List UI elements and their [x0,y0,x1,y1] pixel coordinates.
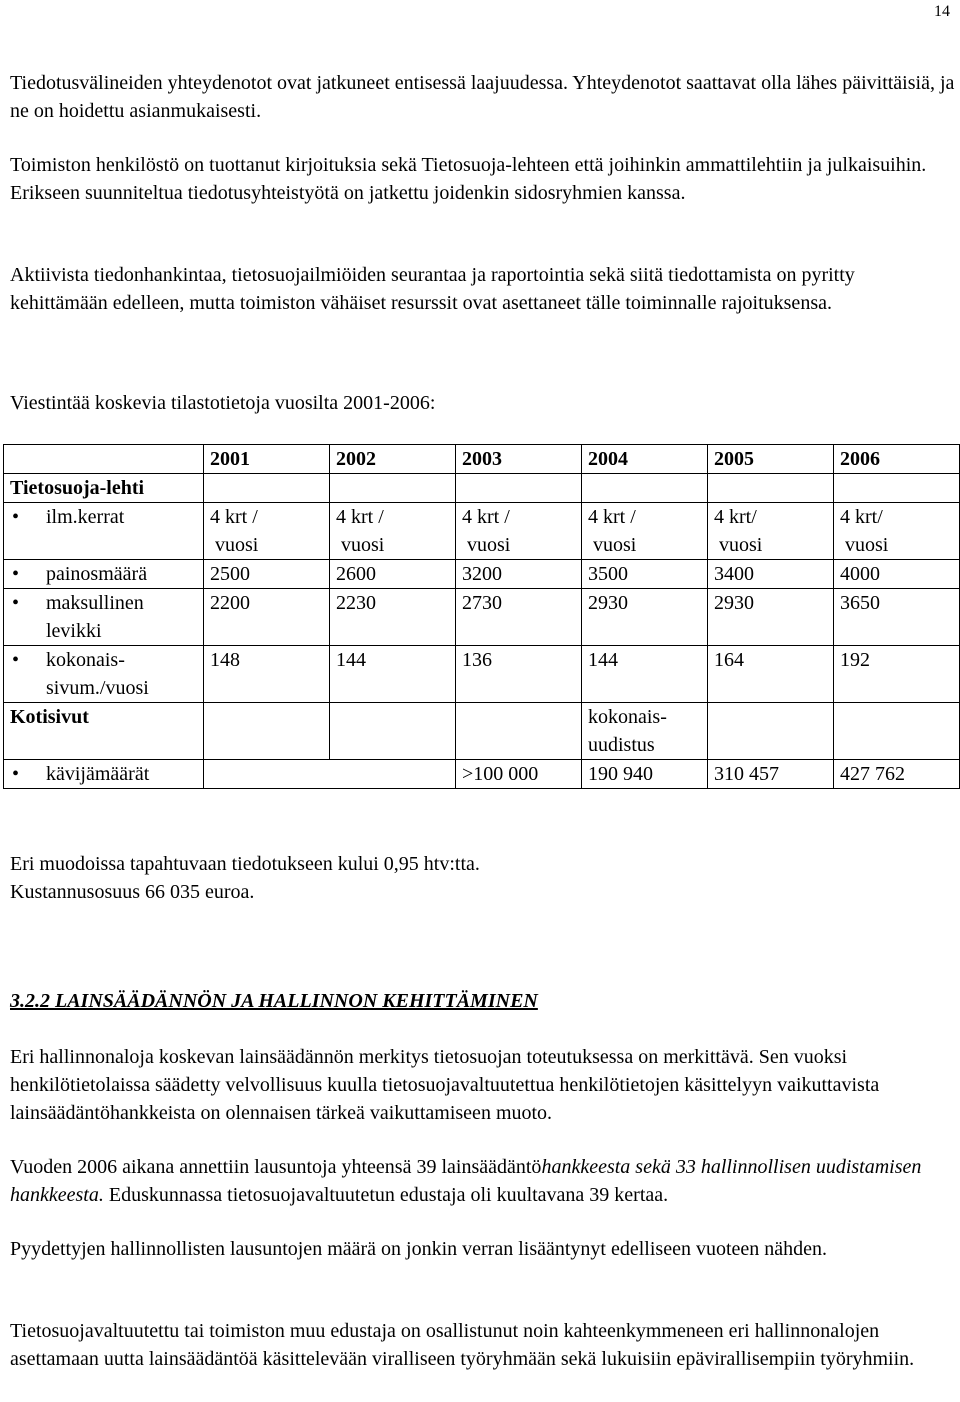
statistics-table [3,444,960,789]
table-cell: 4 krt/ vuosi [708,503,834,560]
row-label: • painosmäärä [4,560,204,589]
year-header: 2003 [456,445,582,474]
table-row [4,589,960,646]
year-header: 2006 [834,445,960,474]
table-caption [10,389,955,417]
paragraph-media-contacts [10,69,955,125]
table-cell: 4 krt / vuosi [456,503,582,560]
section-heading: 3.2.2 LAINSÄÄDÄNNÖN JA HALLINNON KEHITTÄMINEN [10,990,538,1012]
year-header: 2001 [204,445,330,474]
paragraph-text: Pyydettyjen hallinnollisten lausuntojen määrä on jonkin verran lisääntynyt edelliseen vuoteen nähden. [10,1238,828,1260]
table-cell: kokonais- uudistus [582,703,708,760]
paragraph-text: Tietosuojavaltuutettu tai toimiston muu edustaja on osallistunut noin kahteenkymmeneen eri hallinnonalojen asettamaan uutta lainsäädäntöä käsittelevään viralliseen työryhmään sekä lukuisiin epävirallisempiin työryhmiin. [10,1320,915,1370]
table-row [4,703,960,760]
row-label: • ilm.kerrat [4,503,204,560]
paragraph-text: Eri hallinnonaloja koskevan lainsäädännön merkitys tietosuojan toteutuksessa on merkittävä. Sen vuoksi henkilötietolaissa säädetty velvollisuus kuulla tietosuojavaltuutettua henkilötietojen käsittelyyn vaikuttavista lainsäädäntöhankkeista on olennaisen tärkeä vaikuttamiseen muoto. [10,1046,880,1124]
table-row [4,760,960,789]
paragraph-effort-cost [10,850,955,906]
table-cell: 144 [582,646,708,703]
table-cell: 310 457 [708,760,834,789]
table-cell: 3200 [456,560,582,589]
paragraph-text: Vuoden 2006 aikana annettiin lausuntoja yhteensä 39 lainsäädäntöhankkeesta sekä 33 hallinnollisen uudistamisen hankkeesta. Eduskunnassa tietosuojavaltuutetun edustaja oli kuultavana 39 kertaa. [10,1156,922,1206]
table-cell: 192 [834,646,960,703]
table-cell: 4 krt / vuosi [330,503,456,560]
table-cell: 4 krt / vuosi [582,503,708,560]
table-cell: 4 krt / vuosi [204,503,330,560]
table-cell: 3500 [582,560,708,589]
table-cell: 2200 [204,589,330,646]
table-cell: >100 000 [456,760,582,789]
table-cell: 2230 [330,589,456,646]
paragraph-text: Toimiston henkilöstö on tuottanut kirjoituksia sekä Tietosuoja-lehteen että joihinkin ammattilehtiin ja julkaisuihin. Erikseen suunniteltua tiedotusyhteistyötä on jatkettu joidenkin sidosryhmien kanssa. [10,154,927,204]
header-empty-cell [4,445,204,474]
table-cell: 3650 [834,589,960,646]
table-row [4,646,960,703]
paragraph-statements [10,1153,955,1209]
year-header: 2004 [582,445,708,474]
table-cell: 4000 [834,560,960,589]
paragraph-text: Viestintää koskevia tilastotietoja vuosilta 2001-2006: [10,392,436,414]
row-label: • maksullinen levikki [4,589,204,646]
row-label: • kävijämäärät [4,760,204,789]
table-row [4,560,960,589]
paragraph-text: Aktiivista tiedonhankintaa, tietosuojailmiöiden seurantaa ja raportointia sekä siitä tiedottamista on pyritty kehittämään edelleen, mutta toimiston vähäiset resurssit ovat asettaneet tälle toiminnalle rajoituksensa. [10,264,855,314]
table-cell: 190 940 [582,760,708,789]
table-cell: 136 [456,646,582,703]
table-cell: 427 762 [834,760,960,789]
table-cell: 144 [330,646,456,703]
bullet-icon [10,646,46,674]
table-cell: 2500 [204,560,330,589]
bullet-icon [10,503,46,531]
paragraph-text: Eri muodoissa tapahtuvaan tiedotukseen kului 0,95 htv:tta. [10,853,480,875]
paragraph-active-information [10,261,955,317]
table-cell: 4 krt/ vuosi [834,503,960,560]
paragraph-requested-statements [10,1235,955,1263]
paragraph-text: Tiedotusvälineiden yhteydenotot ovat jatkuneet entisessä laajuudessa. Yhteydenotot saattavat olla lähes päivittäisiä, ja ne on hoidettu asianmukaisesti. [10,72,955,122]
bullet-icon [10,760,46,788]
table-row [4,474,960,503]
page-number: 14 [934,3,950,20]
paragraph-working-groups [10,1317,955,1373]
paragraph-text: Kustannusosuus 66 035 euroa. [10,881,255,903]
year-header: 2002 [330,445,456,474]
paragraph-legislation [10,1043,955,1127]
table-header-row [4,445,960,474]
section-label-tietosuoja-lehti: Tietosuoja-lehti [4,474,204,503]
bullet-icon [10,589,46,617]
table-row [4,503,960,560]
table-cell: 2930 [708,589,834,646]
table-cell: 2730 [456,589,582,646]
year-header: 2005 [708,445,834,474]
bullet-icon [10,560,46,588]
table-cell: 2600 [330,560,456,589]
table-cell: 148 [204,646,330,703]
row-label: • kokonais- sivum./vuosi [4,646,204,703]
section-label-kotisivut: Kotisivut [4,703,204,760]
table-cell: 2930 [582,589,708,646]
table-cell: 3400 [708,560,834,589]
table-cell: 164 [708,646,834,703]
table-cell [204,760,456,789]
paragraph-staff-writings [10,151,955,207]
